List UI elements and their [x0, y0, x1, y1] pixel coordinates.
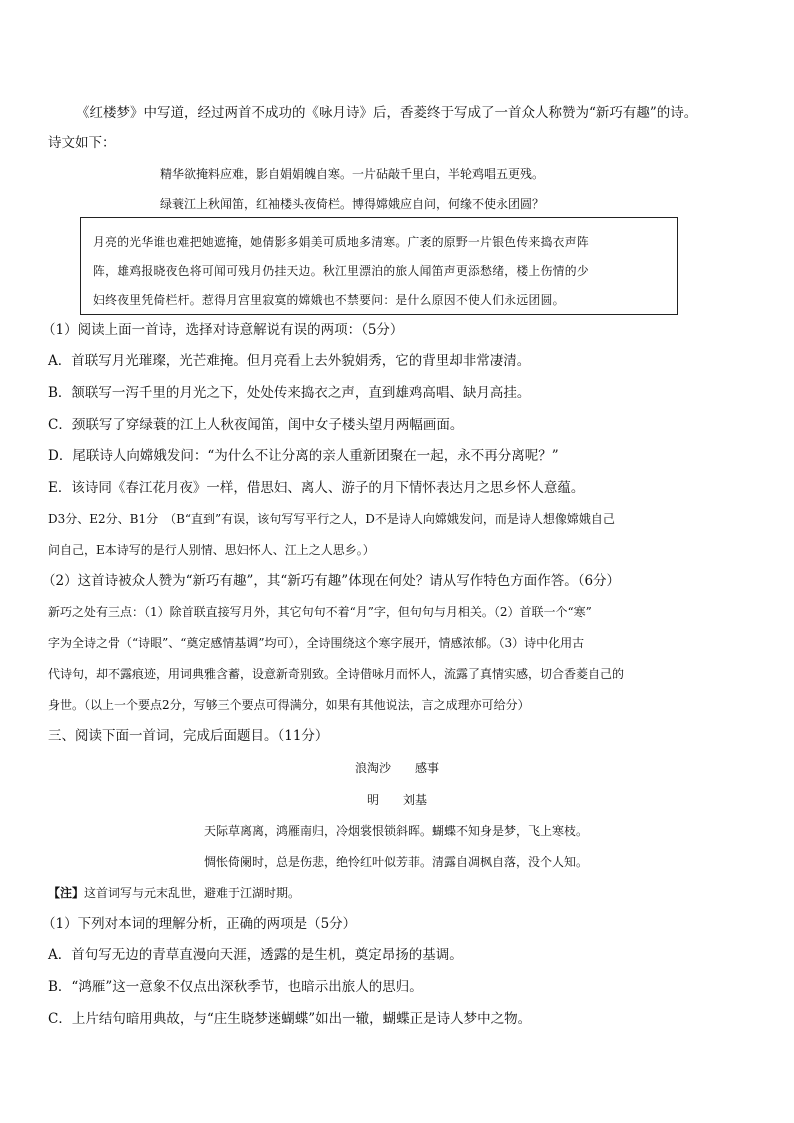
question-3-option-b: B．“鸿雁”这一意象不仅点出深秋季节，也暗示出旅人的思归。 — [48, 979, 423, 995]
translation-box — [80, 217, 678, 315]
question-1-option-e: E．该诗同《春江花月夜》一样，借思妇、离人、游子的月下情怀表达月之思乡怀人意蕴。 — [48, 480, 585, 496]
question-2-answer-line-1: 新巧之处有三点：（1）除首联直接写月外，其它句句不着“月”字，但句句与月相关。（2）首联一个“寒” — [48, 605, 592, 619]
question-3-stem: （1）下列对本词的理解分析，正确的两项是（5分） — [42, 916, 357, 932]
poem-line-2: 绿蓑江上秋闻笛，红袖楼头夜倚栏。博得嫦娥应自问，何缘不使永团圆？ — [160, 197, 545, 211]
question-1-option-c: C．颈联写了穿绿蓑的江上人秋夜闻笛，闺中女子楼头望月两幅画面。 — [48, 417, 464, 433]
poem-line-1: 精华欲掩料应难，影自娟娟魄自寒。一片砧敲千里白，半轮鸡唱五更残。 — [160, 167, 545, 181]
question-1-answer-line-2: 问自己，E本诗写的是行人别情、思妇怀人、江上之人思乡。） — [48, 543, 375, 557]
poem-2-author: 明 刘基 — [366, 793, 427, 807]
poem-2-line-1: 天际草离离，鸿雁南归，冷烟裳恨锁斜晖。蝴蝶不知身是梦，飞上寒枝。 — [204, 824, 589, 838]
intro-line-2: 诗文如下： — [48, 135, 116, 151]
translation-line-2: 阵，雄鸡报晓夜色将可闻可残月仍挂天边。秋江里漂泊的旅人闻笛声更添愁绪，楼上伤情的少 — [93, 264, 589, 278]
question-2-answer-line-4: 身世。（以上一个要点2分，写够三个要点可得满分，如果有其他说法，言之成理亦可给分） — [48, 698, 530, 712]
question-2-stem: （2）这首诗被众人赞为“新巧有趣”，其“新巧有趣”体现在何处？请从写作特色方面作答。（6分） — [42, 573, 621, 589]
question-3-option-c: C．上片结句暗用典故，与“庄生晓梦迷蝴蝶”如出一辙，蝴蝶正是诗人梦中之物。 — [48, 1011, 532, 1027]
translation-line-3: 妇终夜里凭倚栏杆。惹得月宫里寂寞的嫦娥也不禁要问：是什么原因不使人们永远团圆。 — [93, 293, 565, 307]
question-1-answer-line-1: D3分、E2分、B1分 （B“直到”有误，该句写写平行之人，D不是诗人向嫦娥发问，而是诗人想像嫦娥自己 — [48, 512, 615, 526]
note-text: 这首词写与元末乱世，避难于江湖时期。 — [84, 886, 301, 900]
question-1-option-d: D．尾联诗人向嫦娥发问：“为什么不让分离的亲人重新团聚在一起，永不再分离呢？” — [48, 448, 559, 464]
note-label: 【注】 — [48, 886, 85, 900]
section-3-heading: 三、阅读下面一首词，完成后面题目。（11分） — [48, 728, 329, 744]
question-1-stem: （1）阅读上面一首诗，选择对诗意解说有误的两项：（5分） — [42, 322, 404, 338]
question-2-answer-line-2: 字为全诗之骨（“诗眼”、“奠定感情基调”均可），全诗围绕这个寒字展开，情感浓郁。（3）诗中化用古 — [48, 636, 585, 650]
question-2-answer-line-3: 代诗句，却不露痕迹，用词典雅含蓄，设意新奇别致。全诗借咏月而怀人，流露了真情实感，切合香菱自己的 — [48, 667, 625, 681]
question-3-option-a: A．首句写无边的青草直漫向天涯，透露的是生机，奠定昂扬的基调。 — [48, 947, 463, 963]
poem-2-title: 浪淘沙 感事 — [354, 761, 439, 775]
question-1-option-b: B．颔联写一泻千里的月光之下，处处传来捣衣之声，直到雄鸡高唱、缺月高挂。 — [48, 385, 531, 401]
poem-2-note — [48, 883, 748, 903]
poem-2-line-2: 惆怅倚阑时，总是伤悲，绝怜红叶似芳菲。清露自凋枫自落，没个人知。 — [204, 855, 589, 869]
intro-line-1: 《红楼梦》中写道，经过两首不成功的《咏月诗》后，香菱终于写成了一首众人称赞为“新巧有趣”的诗。 — [76, 105, 698, 121]
translation-line-1: 月亮的光华谁也难把她遮掩，她倩影多娟美可质地多清寒。广袤的原野一片银色传来捣衣声阵 — [93, 235, 589, 249]
question-1-option-a: A．首联写月光璀璨，光芒难掩。但月亮看上去外貌娟秀，它的背里却非常凄清。 — [48, 353, 531, 369]
